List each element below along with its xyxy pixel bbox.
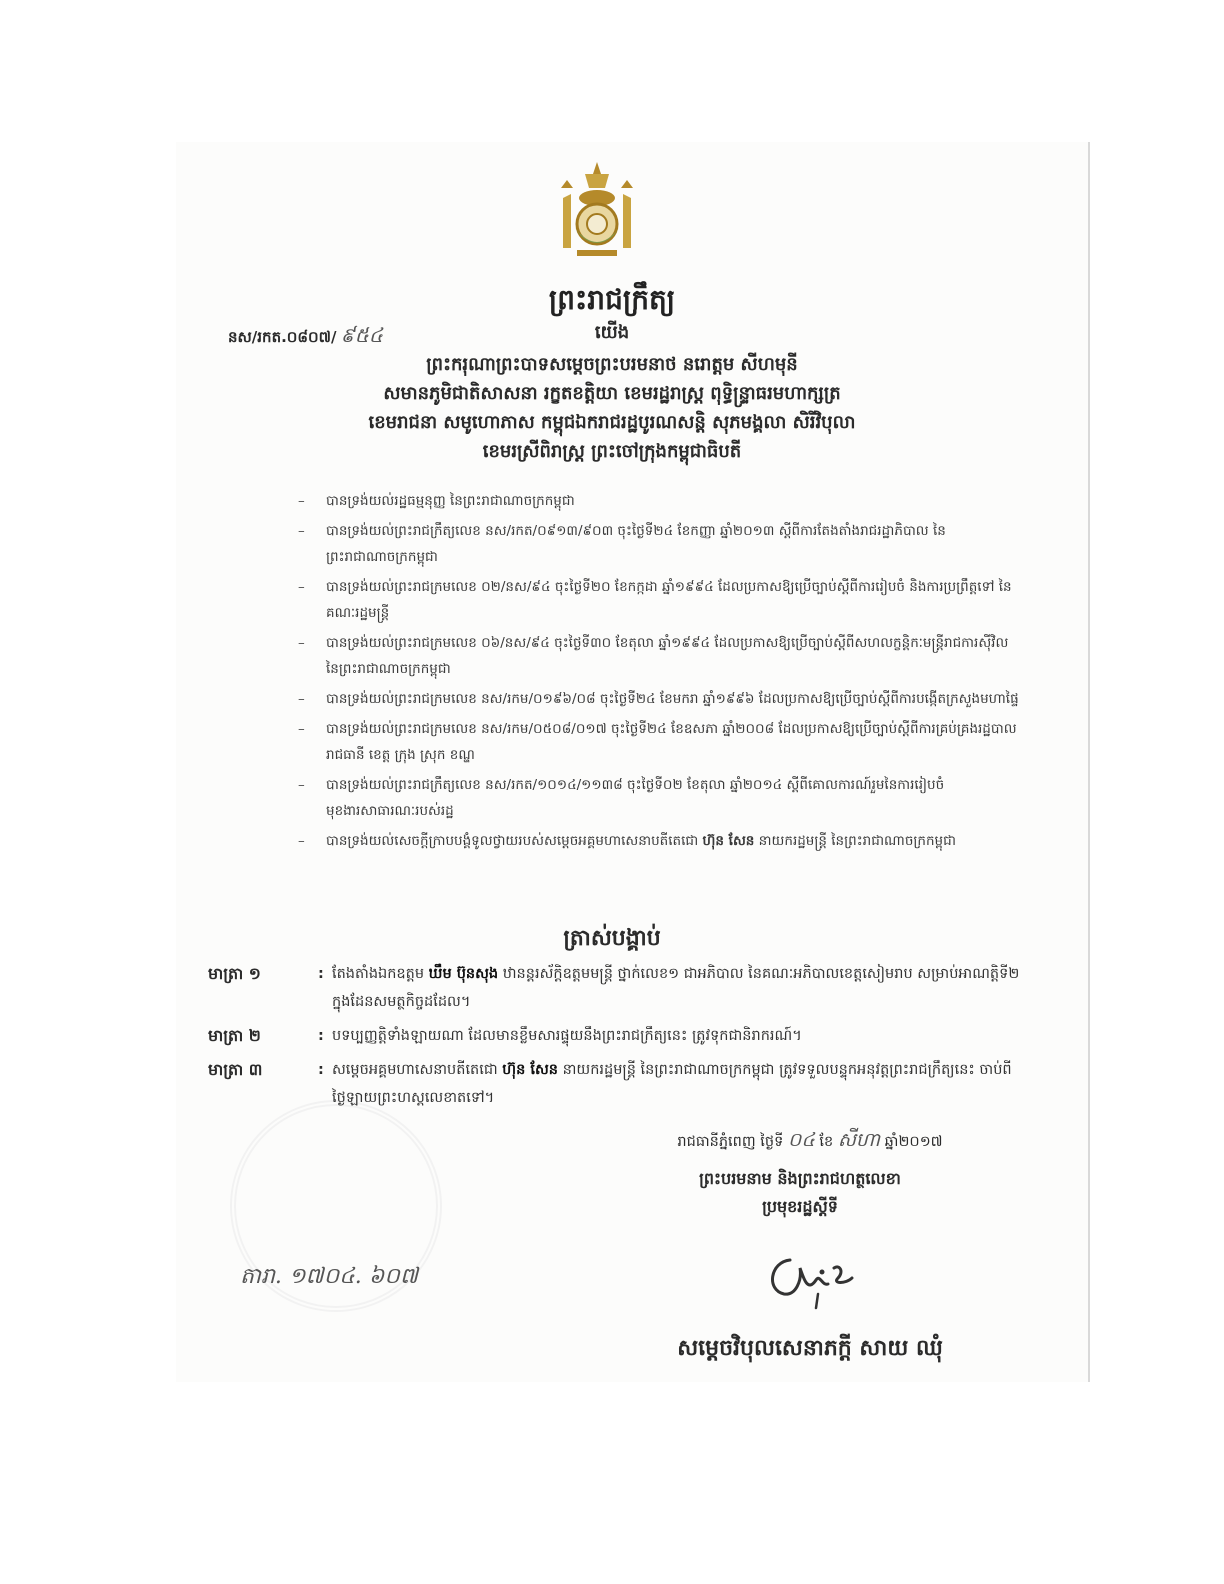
place-date-day: ០៤ — [787, 1129, 815, 1151]
recital-item: – បានទ្រង់យល់ព្រះរាជក្រមលេខ ០៦/នស/៩៤ ចុះថ្ងៃទី៣០ ខែតុលា ឆ្នាំ១៩៩៤ ដែលប្រកាសឱ្យប្រើច្បាប់ស្តីពីសហលក្ខន្តិកៈមន្ត្រីរាជការស៊ីវិល នៃព្រះរាជាណាចក្រកម្ពុជា — [296, 630, 1024, 682]
article-text: តែងតាំងឯកឧត្តម ឃឹម ប៊ុនសុង ឋានន្តរស័ក្តិឧត្តមមន្ត្រី ថ្នាក់លេខ១ ជាអភិបាល នៃគណៈអភិបាលខេត្តសៀមរាប សម្រាប់អាណត្តិទី២ ក្នុងដែនសមត្ថកិច្ចដដែល។ — [332, 966, 1020, 1010]
signatory-line-2: ប្រមុខរដ្ឋស្តីទី — [762, 1197, 838, 1216]
royal-arms-emblem — [549, 158, 645, 262]
king-line: ខេមរាជនា សមូហោភាស កម្ពុជឯករាជរដ្ឋបូរណសន្តិ សុភមង្គលា សិរីវិបុលា — [368, 412, 856, 433]
recital-item: – បានទ្រង់យល់រដ្ឋធម្មនុញ្ញ នៃព្រះរាជាណាចក្រកម្ពុជា — [296, 488, 1024, 514]
article — [208, 1056, 1024, 1112]
recital-item: – បានទ្រង់យល់ព្រះរាជក្រមលេខ ០២/នស/៩៤ ចុះថ្ងៃទី២០ ខែកក្កដា ឆ្នាំ១៩៩៤ ដែលប្រកាសឱ្យប្រើច្បាប់ស្តីពីការរៀបចំ និងការប្រព្រឹត្តទៅ នៃគណៈរដ្ឋមន្ត្រី — [296, 574, 1024, 626]
recital-item: – បានទ្រង់យល់សេចក្តីក្រាបបង្គំទូលថ្វាយរបស់សម្តេចអគ្គមហាសេនាបតីតេជោ ហ៊ុន សែន នាយករដ្ឋមន្ត្រី នៃព្រះរាជាណាចក្រកម្ពុជា — [296, 828, 1024, 854]
article-colon: : — [318, 966, 324, 982]
articles-block — [208, 960, 1024, 1118]
king-title-block — [250, 350, 974, 466]
article-label: មាត្រា ២ — [208, 1026, 261, 1045]
king-line: ខេមរស្រីពិរាស្ត្រ ព្រះចៅក្រុងកម្ពុជាធិបតី — [482, 441, 742, 462]
reference-prefix: នស/រកត.០៨០៧/ — [228, 328, 337, 346]
article-text: សម្តេចអគ្គមហាសេនាបតីតេជោ ហ៊ុន សែន នាយករដ្ឋមន្ត្រី នៃព្រះរាជាណាចក្រកម្ពុជា ត្រូវទទួលបន្ទុកអនុវត្តព្រះរាជក្រឹត្យនេះ ចាប់ពីថ្ងៃឡាយព្រះហស្តលេខាតទៅ។ — [332, 1062, 1012, 1106]
place-date-month: សីហា — [837, 1129, 881, 1151]
document-title: ព្រះរាជក្រឹត្យ — [548, 283, 676, 316]
recital-item: – បានទ្រង់យល់ព្រះរាជក្រមលេខ នស/រកម/០៥០៨/០១៧ ចុះថ្ងៃទី២៤ ខែឧសភា ឆ្នាំ២០០៨ ដែលប្រកាសឱ្យប្រើច្បាប់ស្តីពីការគ្រប់គ្រងរដ្ឋបាលរាជធានី ខេត្ត ក្រុង ស្រុក ខណ្ឌ — [296, 716, 1024, 768]
place-date-month-label: ខែ — [819, 1134, 834, 1150]
article-text: បទប្បញ្ញត្តិទាំងឡាយណា ដែលមានខ្លឹមសារផ្ទុយនឹងព្រះរាជក្រឹត្យនេះ ត្រូវទុកជានិរាករណ៍។ — [332, 1028, 802, 1044]
recital-item: – បានទ្រង់យល់ព្រះរាជក្រមលេខ នស/រកម/០១៩៦/០៨ ចុះថ្ងៃទី២៤ ខែមករា ឆ្នាំ១៩៩៦ ដែលប្រកាសឱ្យប្រើច្បាប់ស្តីពីការបង្កើតក្រសួងមហាផ្ទៃ — [296, 686, 1024, 712]
recitals-list — [296, 488, 1024, 858]
article-colon: : — [318, 1062, 324, 1078]
recital-item: – បានទ្រង់យល់ព្រះរាជក្រឹត្យលេខ នស/រកត/១០១៤/១១៣៨ ចុះថ្ងៃទី០២ ខែតុលា ឆ្នាំ២០១៤ ស្តីពីគោលការណ៍រួមនៃការរៀបចំមុខងារសាធារណៈរបស់រដ្ឋ — [296, 772, 1024, 824]
signatory-line-1: ព្រះបរមនាម និងព្រះរាជហត្ថលេខា — [699, 1169, 901, 1188]
king-line: ព្រះករុណាព្រះបាទសម្តេចព្រះបរមនាថ នរោត្តម សីហមុនី — [426, 354, 798, 375]
place-date-prefix: រាជធានីភ្នំពេញ ថ្ងៃទី — [677, 1134, 784, 1150]
article — [208, 960, 1024, 1016]
reference-handwritten: ៩៥៤ — [340, 323, 383, 347]
place-date-year: ឆ្នាំ២០១៧ — [884, 1134, 943, 1150]
we-heading: យើង — [594, 322, 630, 343]
article-label: មាត្រា ៣ — [208, 1060, 263, 1079]
article-colon: : — [318, 1028, 324, 1044]
handwritten-signature — [760, 1250, 870, 1310]
registration-note: តារា. ១៧០៤. ៦០៧ — [240, 1264, 418, 1289]
signer-name: សម្តេចវិបុលសេនាភក្តី សាយ ឈុំ — [677, 1336, 943, 1361]
place-and-date — [630, 1128, 990, 1156]
decree-heading: ត្រាស់បង្គាប់ — [563, 926, 661, 951]
king-line: សមានភូមិជាតិសាសនា រក្ខតខត្តិយា ខេមរដ្ឋរាស្ត្រ ពុទ្ធិន្ទ្រាធរមហាក្សត្រ — [383, 383, 841, 404]
article-label: មាត្រា ១ — [208, 964, 261, 983]
recital-item: – បានទ្រង់យល់ព្រះរាជក្រឹត្យលេខ នស/រកត/០៩១៣/៩០៣ ចុះថ្ងៃទី២៤ ខែកញ្ញា ឆ្នាំ២០១៣ ស្តីពីការតែងតាំងរាជរដ្ឋាភិបាល នៃព្រះរាជាណាចក្រកម្ពុជា — [296, 518, 1024, 570]
article — [208, 1022, 1024, 1050]
